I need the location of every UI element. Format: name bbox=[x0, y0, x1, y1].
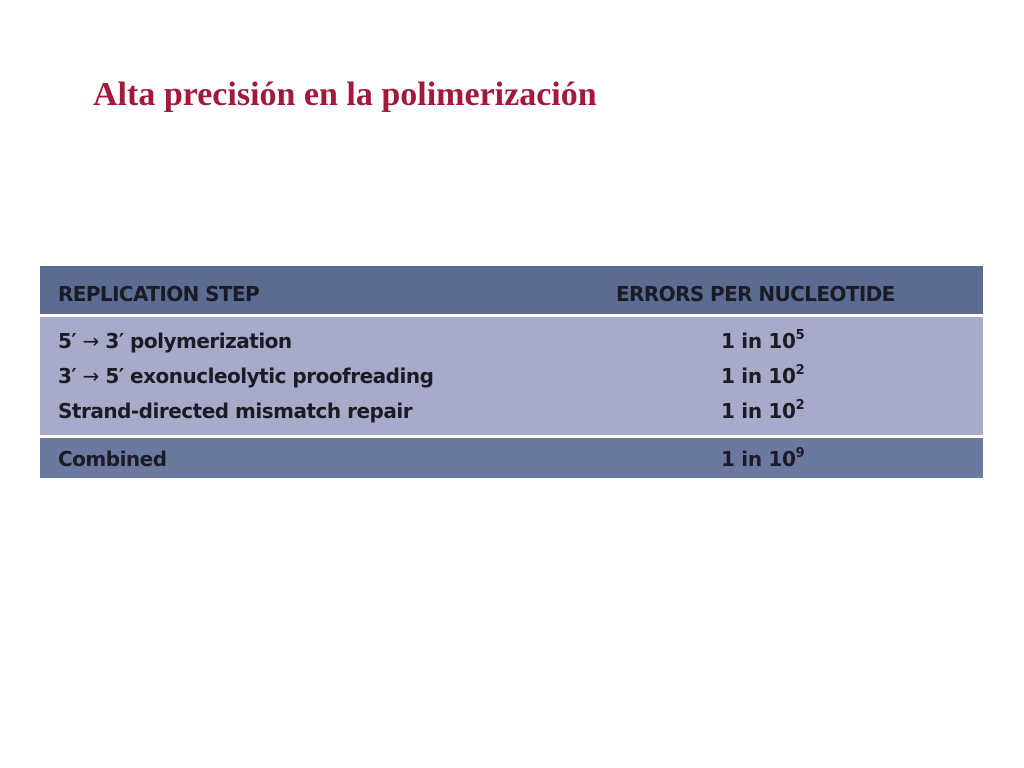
row-3-step: Strand-directed mismatch repair bbox=[58, 399, 413, 423]
row-2-step-end: 5′ exonucleolytic proofreading bbox=[105, 364, 434, 388]
row-3-errors bbox=[721, 399, 804, 423]
row-3-error-base: 1 in 10 bbox=[721, 399, 796, 423]
header-errors-per-nucleotide: ERRORS PER NUCLEOTIDE bbox=[616, 282, 895, 306]
row-1-step-start: 5′ bbox=[58, 329, 77, 353]
row-2-errors bbox=[721, 364, 804, 388]
row-2-step-start: 3′ bbox=[58, 364, 77, 388]
arrow-icon: → bbox=[82, 364, 99, 388]
row-2-error-exponent: 2 bbox=[795, 363, 805, 378]
total-errors bbox=[721, 447, 804, 471]
row-1-error-base: 1 in 10 bbox=[721, 329, 796, 353]
table-header-row bbox=[40, 266, 983, 314]
row-2-error-base: 1 in 10 bbox=[721, 364, 796, 388]
total-error-exponent: 9 bbox=[795, 446, 805, 461]
arrow-icon: → bbox=[82, 329, 99, 353]
row-1-step-end: 3′ polymerization bbox=[105, 329, 292, 353]
row-1-error-exponent: 5 bbox=[795, 328, 805, 343]
total-error-base: 1 in 10 bbox=[721, 447, 796, 471]
row-2-step bbox=[58, 364, 433, 388]
error-rate-table bbox=[40, 266, 983, 478]
row-3-error-exponent: 2 bbox=[795, 398, 805, 413]
total-step: Combined bbox=[58, 447, 167, 471]
slide-title: Alta precisión en la polimerización bbox=[93, 76, 597, 113]
header-replication-step: REPLICATION STEP bbox=[58, 282, 260, 306]
table-total-row bbox=[40, 438, 983, 478]
row-1-step bbox=[58, 329, 292, 353]
table-body bbox=[40, 317, 983, 435]
row-1-errors bbox=[721, 329, 804, 353]
